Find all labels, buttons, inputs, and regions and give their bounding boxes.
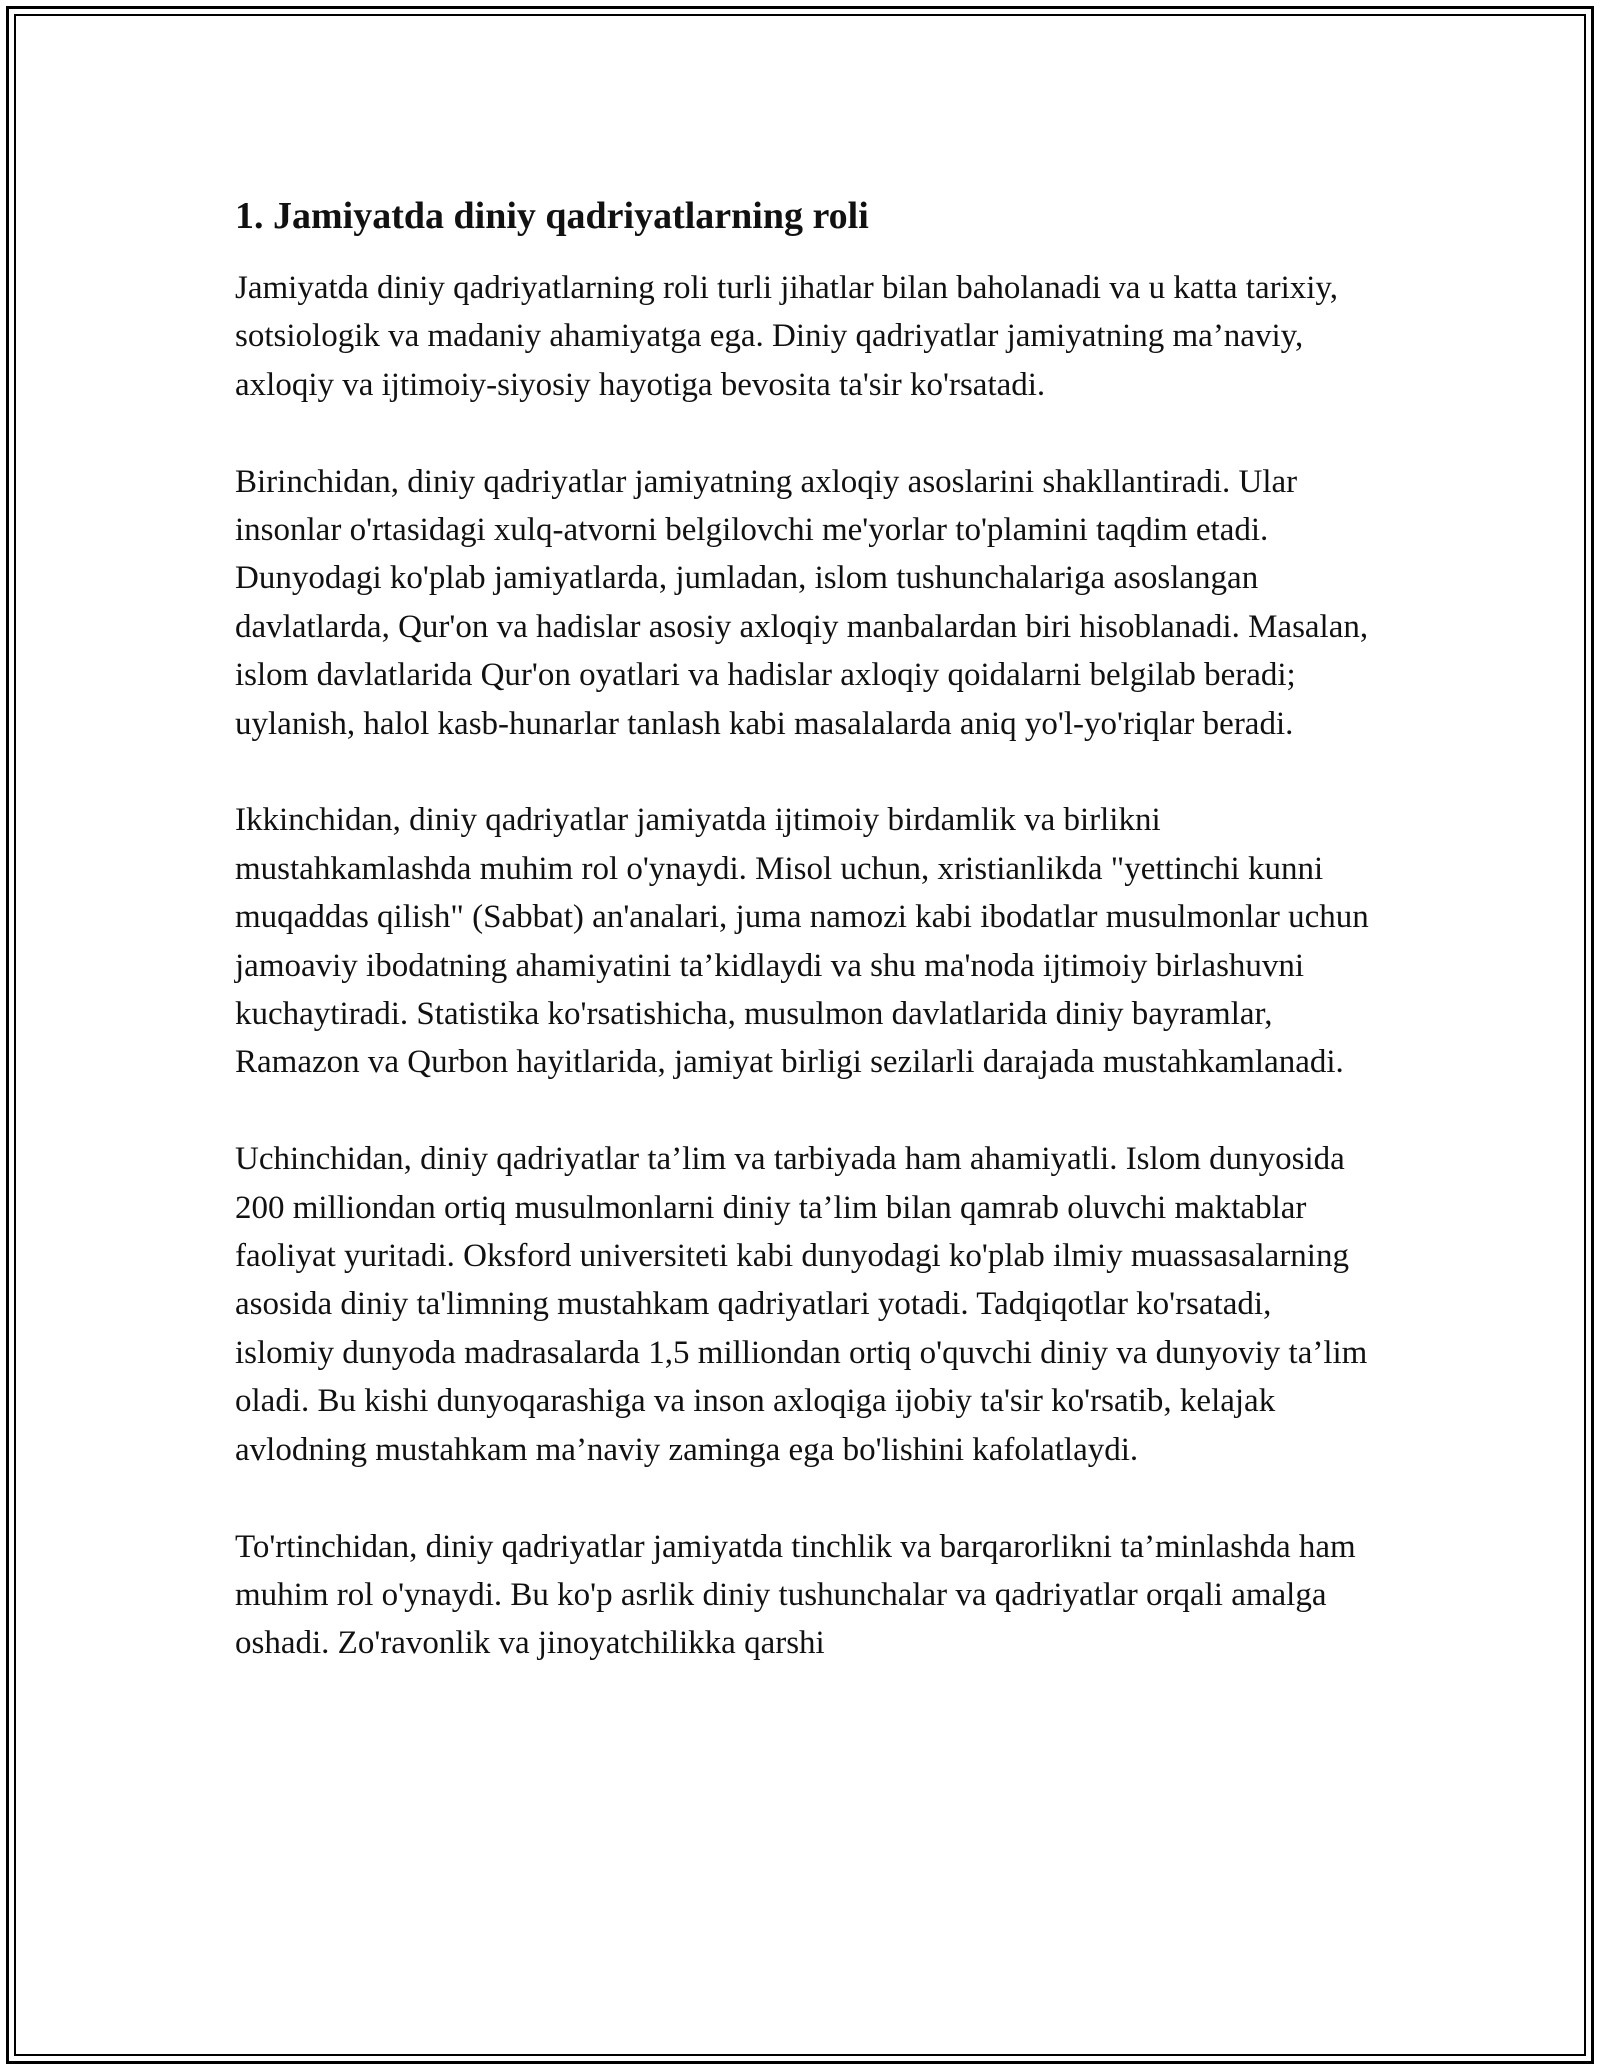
paragraph-fourth: To'rtinchidan, diniy qadriyatlar jamiyatda tinchlik va barqarorlikni ta’minlashda ham muhim rol o'ynaydi. Bu ko'p asrlik diniy tushunchalar va qadriyatlar orqali amalga oshadi. Zo'ravonlik va jinoyatchilikka qarshi (235, 1528, 1356, 1662)
paragraph-intro: Jamiyatda diniy qadriyatlarning roli turli jihatlar bilan baholanadi va u katta tarixiy, sotsiologik va madaniy ahamiyatga ega. Diniy qadriyatlar jamiyatning ma’naviy, axloqiy va ijtimoiy-siyosiy hayotiga bevosita ta'sir ko'rsatadi. (235, 270, 1339, 403)
section-title: 1. Jamiyatda diniy qadriyatlarning roli (235, 195, 869, 237)
paragraph-third: Uchinchidan, diniy qadriyatlar ta’lim va tarbiyada ham ahamiyatli. Islom dunyosida 200 milliondan ortiq musulmonlarni diniy ta’lim bilan qamrab oluvchi maktablar faoliyat yuritadi. Oksford universiteti kabi dunyodagi ko'plab ilmiy muassasalarning asosida diniy ta'limning mustahkam qadriyatlari yotadi. Tadqiqotlar ko'rsatadi, islomiy dunyoda madrasalarda 1,5 milliondan ortiq o'quvchi diniy va dunyoviy ta’lim oladi. Bu kishi dunyoqarashiga va inson axloqiga ijobiy ta'sir ko'rsatib, kelajak avlodning mustahkam ma’naviy zaminga ega bo'lishini kafolatlaydi. (235, 1141, 1368, 1468)
paragraph-first: Birinchidan, diniy qadriyatlar jamiyatning axloqiy asoslarini shakllantiradi. Ular insonlar o'rtasidagi xulq-atvorni belgilovchi me'yorlar to'plamini taqdim etadi. Dunyodagi ko'plab jamiyatlarda, jumladan, islom tushunchalariga asoslangan davlatlarda, Qur'on va hadislar asosiy axloqiy manbalardan biri hisoblanadi. Masalan, islom davlatlarida Qur'on oyatlari va hadislar axloqiy qoidalarni belgilab beradi; uylanish, halol kasb-hunarlar tanlash kabi masalalarda aniq yo'l-yo'riqlar beradi. (235, 463, 1369, 742)
document-body (235, 188, 1375, 1716)
paragraph-second: Ikkinchidan, diniy qadriyatlar jamiyatda ijtimoiy birdamlik va birlikni mustahkamlashda muhim rol o'ynaydi. Misol uchun, xristianlikda "yettinchi kunni muqaddas qilish" (Sabbat) an'analari, juma namozi kabi ibodatlar musulmonlar uchun jamoaviy ibodatning ahamiyatini ta’kidlaydi va shu ma'noda ijtimoiy birlashuvni kuchaytiradi. Statistika ko'rsatishicha, musulmon davlatlarida diniy bayramlar, Ramazon va Qurbon hayitlarida, jamiyat birligi sezilarli darajada mustahkamlanadi. (235, 802, 1369, 1081)
